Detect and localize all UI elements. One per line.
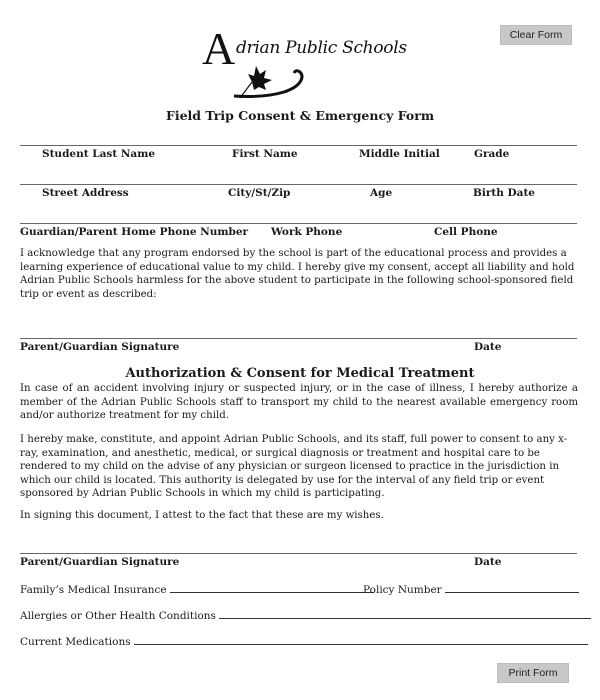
field-line-row3[interactable] — [20, 223, 577, 224]
label-first-name: First Name — [232, 148, 298, 160]
insurance-field — [20, 582, 374, 596]
signature-line-2[interactable] — [20, 553, 577, 554]
label-medications: Current Medications — [20, 636, 131, 648]
label-parent-signature-2: Parent/Guardian Signature — [20, 556, 180, 568]
label-city-st-zip: City/St/Zip — [228, 187, 291, 199]
medical-paragraph-3: In signing this document, I attest to the fact that these are my wishes. — [20, 510, 384, 521]
signature-line-1[interactable] — [20, 338, 577, 339]
medications-input[interactable] — [134, 634, 588, 645]
school-logo — [196, 23, 407, 98]
allergies-input[interactable] — [219, 608, 591, 619]
logo-text: drian Public Schools — [236, 38, 407, 58]
label-work-phone: Work Phone — [271, 226, 343, 238]
clear-form-button[interactable]: Clear Form — [500, 25, 572, 45]
label-student-last-name: Student Last Name — [42, 148, 156, 160]
label-date-2: Date — [474, 556, 502, 568]
label-cell-phone: Cell Phone — [434, 226, 498, 238]
logo-initial: A — [202, 23, 236, 74]
field-line-row1[interactable] — [20, 145, 577, 146]
maple-leaf-icon — [204, 56, 364, 100]
label-date-1: Date — [474, 341, 502, 353]
label-birth-date: Birth Date — [473, 187, 535, 199]
form-title: Field Trip Consent & Emergency Form — [165, 108, 435, 123]
label-street-address: Street Address — [42, 187, 129, 199]
label-middle-initial: Middle Initial — [359, 148, 440, 160]
label-home-phone: Guardian/Parent Home Phone Number — [20, 226, 249, 238]
medical-heading: Authorization & Consent for Medical Treatment — [125, 366, 475, 381]
label-insurance: Family’s Medical Insurance — [20, 584, 167, 596]
policy-number-input[interactable] — [445, 582, 579, 593]
policy-field — [363, 582, 579, 596]
medical-paragraph-1: In case of an accident involving injury or suspected injury, or in the case of illness, I hereby authorize a member of the Adrian Public Schools staff to transport my child to the nearest available emergency room and/or authorize treatment for my child. — [20, 383, 578, 421]
field-line-row2[interactable] — [20, 184, 577, 185]
consent-paragraph: I acknowledge that any program endorsed by the school is part of the educational process and provides a learning experience of educational value to my child. I hereby give my consent, accept all liability and hold Adrian Public Schools harmless for the above student to participate in the following school-sponsored field trip or event as described: — [20, 248, 575, 300]
label-parent-signature-1: Parent/Guardian Signature — [20, 341, 180, 353]
insurance-input[interactable] — [170, 582, 374, 593]
print-form-button[interactable]: Print Form — [497, 663, 569, 683]
label-allergies: Allergies or Other Health Conditions — [20, 610, 216, 622]
allergies-field — [20, 608, 591, 622]
label-grade: Grade — [474, 148, 510, 160]
label-policy-number: Policy Number — [363, 584, 442, 596]
medical-paragraph-2: I hereby make, constitute, and appoint Adrian Public Schools, and its staff, full power to consent to any x-ray, examination, and anesthetic, medical, or surgical diagnosis or treatment and hospital care to be rendered to my child on the advise of any physician or surgeon licensed to practice in the jurisdiction in which our child is located. This authority is delegated by use for the interval of any field trip or event sponsored by Adrian Public Schools in which my child is participating. — [20, 434, 568, 499]
label-age: Age — [370, 187, 393, 199]
medications-field — [20, 634, 588, 648]
